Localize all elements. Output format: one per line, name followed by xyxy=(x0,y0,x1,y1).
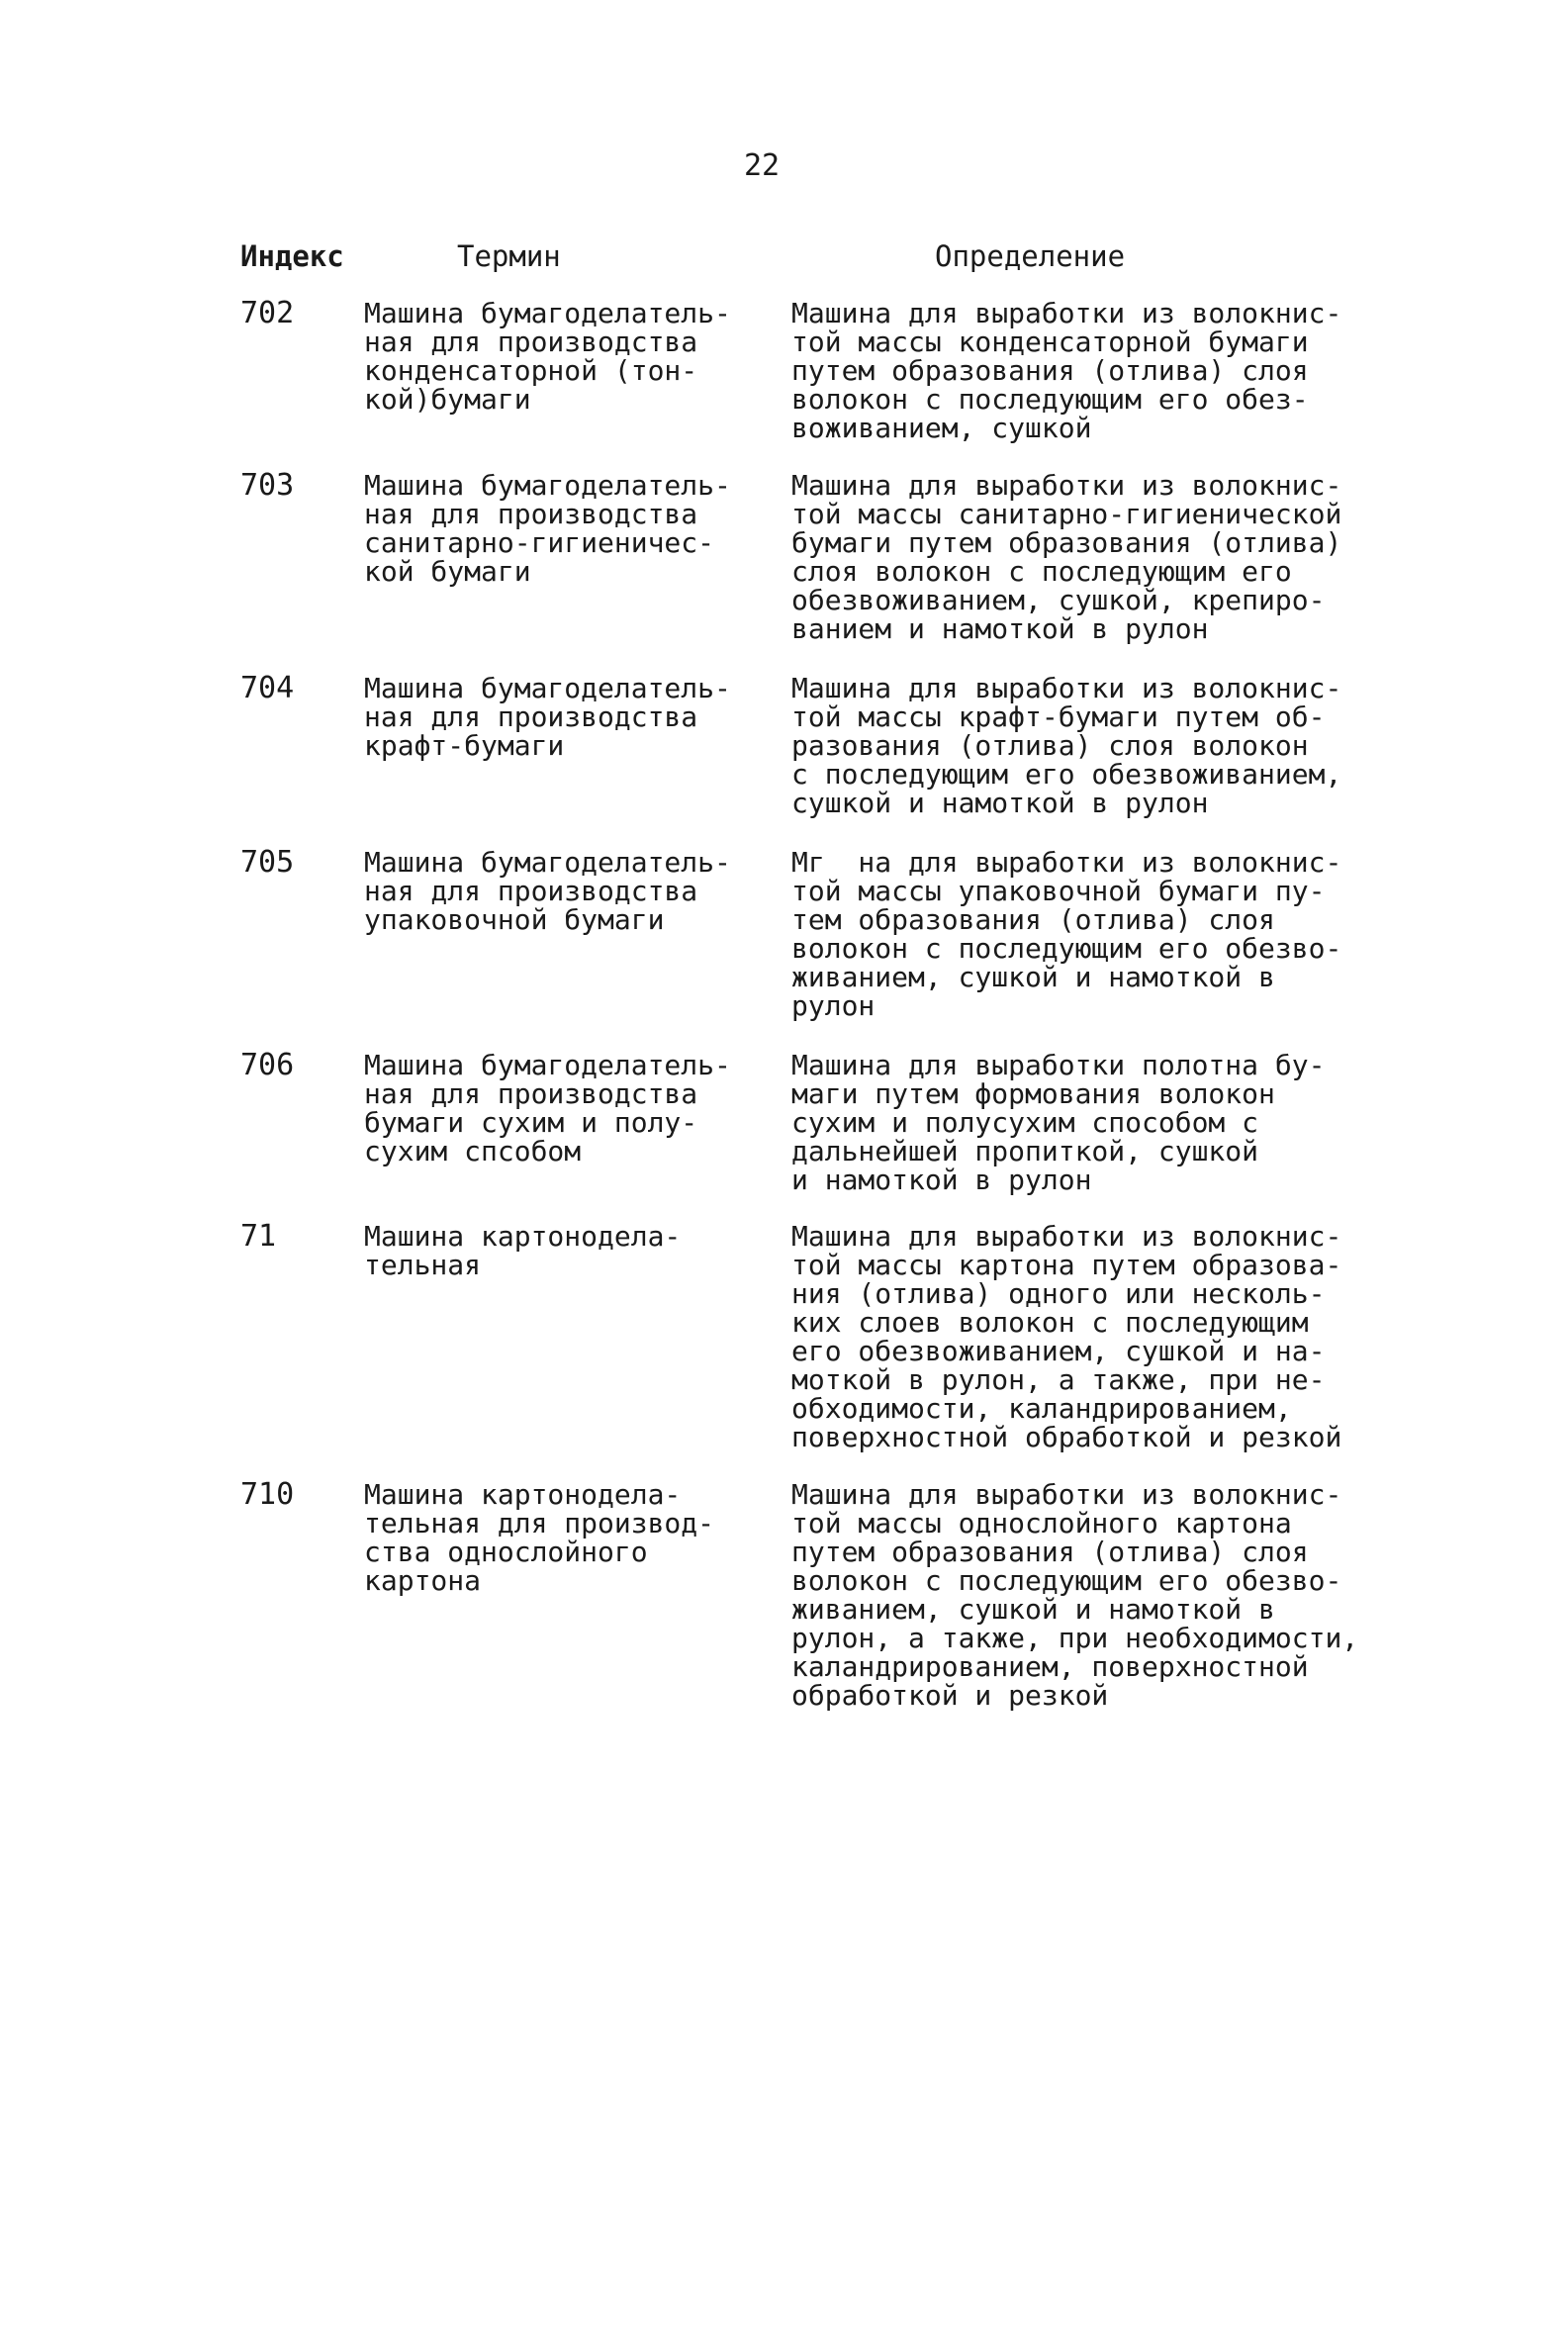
header-definition: Определение xyxy=(935,239,1126,273)
entry-definition: Машина для выработки из волокнис- той массы однослойного картона путем образования (отлива) слоя волокон с последующим его обезво- живанием, сушкой и намоткой в рулон, а также, при необходимости, каландрированием, поверхностной обработкой и резкой xyxy=(791,1478,1359,1712)
table-header xyxy=(0,239,1568,279)
entry-term: Машина бумагоделатель- ная для производства упаковочной бумаги xyxy=(364,846,731,936)
entry-term: Машина бумагоделатель- ная для производства крафт-бумаги xyxy=(364,672,731,762)
entry-definition: Машина для выработки из волокнис- той массы конденсаторной бумаги путем образования (отлива) слоя волокон с последующим его обез- воживанием, сушкой xyxy=(791,297,1342,444)
entry-definition: Машина для выработки из волокнис- той массы санитарно-гигиенической бумаги путем образования (отлива) слоя волокон с последующим его обезвоживанием, сушкой, крепиро- ванием и намоткой в рулон xyxy=(791,469,1342,645)
entry-index: 704 xyxy=(240,671,295,705)
entry-index: 702 xyxy=(240,296,295,330)
entry-definition: Машина для выработки из волокнис- той массы крафт-бумаги путем об- разования (отлива) слоя волокон с последующим его обезвоживанием, сушкой и намоткой в рулон xyxy=(791,672,1342,819)
entry-term: Машина бумагоделатель- ная для производства бумаги сухим и полу- сухим спсобом xyxy=(364,1049,731,1167)
entry-index: 710 xyxy=(240,1477,295,1512)
header-term: Термин xyxy=(457,239,561,273)
entry-term: Машина картоноделa- тельная для производ- ства однослойного картона xyxy=(364,1478,715,1597)
entry-term: Машина бумагоделатель- ная для производства санитарно-гигиеничес- кой бумаги xyxy=(364,469,731,588)
entry-definition: Машина для выработки из волокнис- той массы картона путем образова- ния (отлива) одного или несколь- ких слоев волокон с последующим его обезвоживанием, сушкой и на- моткой в рулон, а также, при не- обходимости, каландрированием, поверхностной обработкой и резкой xyxy=(791,1220,1342,1453)
entry-term: Машина картоноделa- тельная xyxy=(364,1220,682,1281)
page-number: 22 xyxy=(743,148,781,183)
entry-term: Машина бумагоделатель- ная для производства конденсаторной (тон- кой)бумаги xyxy=(364,297,731,416)
entry-definition: Мг на для выработки из волокнис- той массы упаковочной бумаги пу- тем образования (отлива) слоя волокон с последующим его обезво- живанием, сушкой и намоткой в рулон xyxy=(791,846,1342,1022)
entry-definition: Машина для выработки полотна бу- маги путем формования волокон сухим и полусухим способом с дальнейшей пропиткой, сушкой и намоткой в рулон xyxy=(791,1049,1326,1196)
entry-index: 706 xyxy=(240,1048,295,1082)
entry-index: 705 xyxy=(240,845,295,880)
entry-index: 71 xyxy=(240,1219,277,1254)
entry-index: 703 xyxy=(240,468,295,503)
header-index: Индекс xyxy=(240,239,344,273)
